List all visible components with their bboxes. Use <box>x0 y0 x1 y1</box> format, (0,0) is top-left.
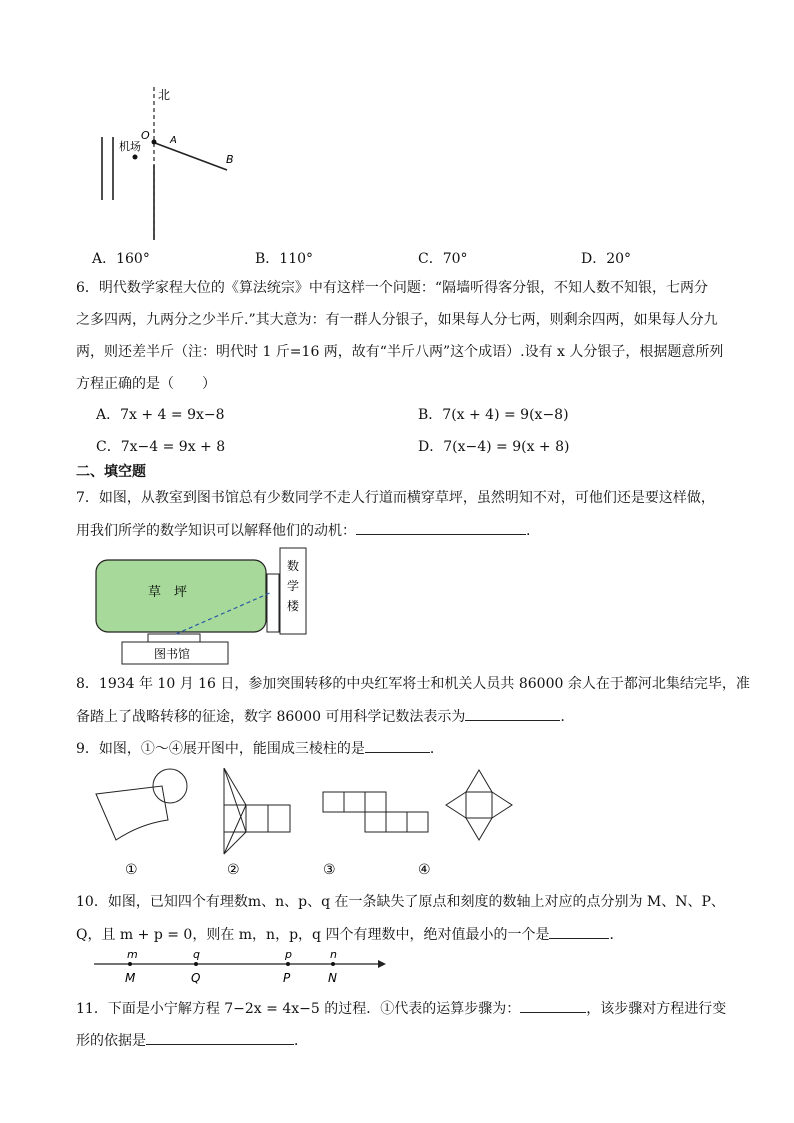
lawn-label: 草 坪 <box>148 585 188 600</box>
net-label-4: ④ <box>418 862 431 878</box>
point-o <box>152 140 157 145</box>
axis-point-n <box>331 962 335 966</box>
building-char-3: 楼 <box>287 599 300 613</box>
q7-line-1: 7．如图，从教室到图书馆总有少数同学不走人行道而横穿草坪，虽然明知不对，可他们还是要这样做， <box>76 490 715 506</box>
q6-option-d: D．7(x−4) = 9(x + 8) <box>418 439 570 455</box>
q11-basis-blank[interactable] <box>146 1030 294 1045</box>
q8-end: ． <box>560 709 575 725</box>
q6-option-c: C．7x−4 = 9x + 8 <box>96 439 226 455</box>
q11-line-2-text: 形的依据是 <box>76 1033 146 1049</box>
net-label-1: ① <box>125 862 138 878</box>
q9-end: ． <box>429 741 444 757</box>
q9-line <box>76 738 444 759</box>
q6-line-3: 两，则还差半斤（注：明代时 1 斤=16 两，故有“半斤八两”这个成语）.设有 x 人分银子，根据题意所列 <box>76 344 724 360</box>
o-label: O <box>141 129 150 142</box>
net-3 <box>323 792 428 832</box>
q10-line-2-text: Q，且 m + p = 0，则在 m，n，p，q 四个有理数中，绝对值最小的一个是 <box>76 927 550 943</box>
q7-line-2 <box>76 520 530 541</box>
q10-line-1: 10．如图，已知四个有理数m、n、p、q 在一条缺失了原点和刻度的数轴上对应的点分别为 M、N、P、 <box>76 894 725 910</box>
q11-end: ． <box>294 1033 308 1049</box>
q11-step-blank[interactable] <box>520 998 586 1013</box>
q8-answer-blank[interactable] <box>465 706 560 721</box>
b-label: B <box>226 153 234 166</box>
axis-label-q: Q <box>191 971 201 985</box>
point-airport <box>133 155 138 160</box>
q5-option-b: B．110° <box>255 251 314 267</box>
library-step <box>148 634 200 642</box>
axis-arrow <box>378 960 386 968</box>
campus-figure <box>92 546 312 668</box>
q7-line-2-text: 用我们所学的数学知识可以解释他们的动机： <box>76 523 356 539</box>
q5-option-c: C．70° <box>418 251 468 267</box>
axis-label-p: P <box>283 971 291 985</box>
q6-line-2: 之多四两，九两分之少半斤.”其大意为：有一群人分银子，如果每人分七两，则剩余四两，如果每人分九 <box>76 312 718 328</box>
net-1 <box>96 769 187 840</box>
compass-figure <box>95 85 255 245</box>
q6-option-b: B．7(x + 4) = 9(x−8) <box>418 407 569 423</box>
q11-line-1 <box>76 998 726 1019</box>
axis-var-n: n <box>330 948 337 961</box>
nets-figure <box>90 768 530 880</box>
net-4 <box>446 770 512 840</box>
q6-line-1: 6．明代数学家程大位的《算法统宗》中有这样一个问题：“隔墙听得客分银，不知人数不知银，七两分 <box>76 280 709 296</box>
q9-text: 9．如图，①～④展开图中，能围成三棱柱的是 <box>76 741 365 757</box>
q9-answer-blank[interactable] <box>365 738 430 753</box>
number-line <box>92 946 392 988</box>
axis-var-m: m <box>127 948 138 961</box>
q8-line-2 <box>76 706 574 727</box>
q5-option-a: A．160° <box>92 251 150 267</box>
q10-end: ． <box>609 927 624 943</box>
q7-end: . <box>526 523 531 539</box>
q7-answer-blank[interactable] <box>356 520 526 535</box>
q11-line-1-rest: ，该步骤对方程进行变 <box>586 1001 727 1017</box>
q8-line-2-text: 备踏上了战略转移的征途，数字 86000 可用科学记数法表示为 <box>76 709 466 725</box>
axis-label-n: N <box>328 971 337 985</box>
q11-line-2 <box>76 1030 308 1051</box>
net-label-3: ③ <box>323 862 336 878</box>
north-label: 北 <box>158 88 171 102</box>
q8-line-1: 8．1934 年 10 月 16 日，参加突围转移的中央红军将士和机关人员共 86000 余人在于都河北集结完毕，准 <box>76 676 750 692</box>
axis-var-p: p <box>285 948 292 961</box>
q10-line-2 <box>76 924 623 945</box>
axis-label-m: M <box>125 971 136 985</box>
ray-ob <box>155 143 227 170</box>
axis-point-p <box>286 962 290 966</box>
net-label-2: ② <box>227 862 240 878</box>
axis-point-m <box>128 962 132 966</box>
building-char-1: 数 <box>287 559 300 573</box>
a-label: A <box>170 135 177 146</box>
q11-line-1-text: 11．下面是小宁解方程 7−2x = 4x−5 的过程．①代表的运算步骤为： <box>76 1001 521 1017</box>
library-label: 图书馆 <box>154 647 191 661</box>
axis-var-q: q <box>193 948 200 961</box>
section-heading: 二、填空题 <box>76 464 146 480</box>
net-2 <box>224 768 290 854</box>
axis-point-q <box>194 962 198 966</box>
q10-answer-blank[interactable] <box>549 924 609 939</box>
q6-line-4: 方程正确的是（ ） <box>76 376 216 392</box>
q6-option-a: A．7x + 4 = 9x−8 <box>96 407 225 423</box>
building-char-2: 学 <box>287 579 300 593</box>
q5-option-d: D．20° <box>581 251 632 267</box>
airport-label: 机场 <box>119 140 141 153</box>
building-door <box>267 574 279 632</box>
